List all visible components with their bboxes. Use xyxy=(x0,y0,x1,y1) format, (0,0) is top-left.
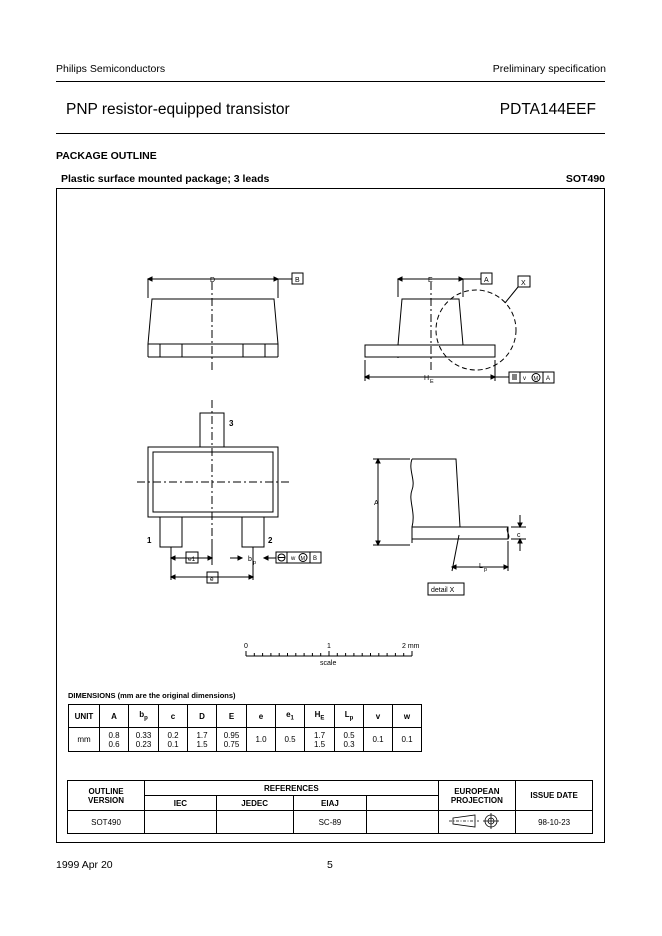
dimensions-value-row xyxy=(69,728,422,752)
dim-header-v: v xyxy=(364,705,393,728)
dim-Lp-label: L xyxy=(479,563,483,570)
european-projection-header: EUROPEAN PROJECTION xyxy=(438,781,516,811)
scale-0-label: 0 xyxy=(244,643,248,650)
side-view xyxy=(365,273,554,383)
dim-HE-sub: E xyxy=(430,379,434,385)
dimensions-header-row xyxy=(69,705,422,728)
document-title: PNP resistor-equipped transistor xyxy=(66,101,290,118)
dim-unit: mm xyxy=(69,728,100,752)
pin-2-label: 2 xyxy=(268,536,273,545)
issue-date-header: ISSUE DATE xyxy=(516,781,593,811)
iec-header: IEC xyxy=(145,796,217,811)
scale-1-label: 1 xyxy=(327,643,331,650)
dim-E-label: E xyxy=(428,277,433,284)
dimensions-table xyxy=(68,704,422,752)
dimensions-caption: DIMENSIONS (mm are the original dimensions) xyxy=(68,691,236,700)
tol-M2-label: M xyxy=(300,556,306,562)
footer-date: 1999 Apr 20 xyxy=(56,859,113,871)
eiaj-header: EIAJ xyxy=(293,796,367,811)
iec-value xyxy=(145,811,217,834)
dim-header-unit: UNIT xyxy=(69,705,100,728)
datum-B-label: B xyxy=(295,277,300,284)
scale-caption: scale xyxy=(320,660,337,667)
jedec-value xyxy=(216,811,293,834)
scale-bar xyxy=(246,651,412,656)
dim-e: 1.0 xyxy=(247,728,276,752)
dim-bp-label: b xyxy=(248,556,252,563)
dim-e1: 0.5 xyxy=(276,728,305,752)
dim-c-label: c xyxy=(517,532,521,539)
references-table xyxy=(67,780,593,834)
dim-HE: 1.7 1.5 xyxy=(305,728,335,752)
dim-header-w: w xyxy=(393,705,422,728)
front-view xyxy=(148,273,303,372)
detail-X-marker: X xyxy=(521,280,526,287)
dim-e-label: e xyxy=(210,576,214,583)
dim-header-Lp: $L_p$ xyxy=(335,705,364,728)
dim-Lp: 0.5 0.3 xyxy=(335,728,364,752)
scale-2-label: 2 mm xyxy=(402,643,420,650)
dim-HE-label: H xyxy=(424,375,430,382)
page-number: 5 xyxy=(327,859,333,871)
spec-status: Preliminary specification xyxy=(492,63,606,75)
references-blank-header xyxy=(367,796,438,811)
dim-header-c: c xyxy=(159,705,188,728)
pin-1-label: 1 xyxy=(147,536,152,545)
pin-3-label: 3 xyxy=(229,419,234,428)
dim-A-side-label: A xyxy=(374,500,379,507)
dim-header-A: A xyxy=(100,705,129,728)
dim-E: 0.95 0.75 xyxy=(217,728,247,752)
dim-header-bp: $b_p$ xyxy=(129,705,159,728)
dim-D: 1.7 1.5 xyxy=(188,728,217,752)
outline-version-value: SOT490 xyxy=(68,811,145,834)
dim-w: 0.1 xyxy=(393,728,422,752)
dim-header-e1: $e_1$ xyxy=(276,705,305,728)
dim-A: 0.8 0.6 xyxy=(100,728,129,752)
section-heading: PACKAGE OUTLINE xyxy=(56,150,157,162)
jedec-header: JEDEC xyxy=(216,796,293,811)
detail-x-label: detail X xyxy=(431,587,455,594)
dim-v: 0.1 xyxy=(364,728,393,752)
dim-e1-label: e1 xyxy=(188,556,196,563)
references-blank-value xyxy=(367,811,438,834)
part-number: PDTA144EEF xyxy=(499,101,596,118)
dim-c: 0.2 0.1 xyxy=(159,728,188,752)
dim-header-D: D xyxy=(188,705,217,728)
tol-M-label: M xyxy=(533,376,539,382)
references-header: REFERENCES xyxy=(145,781,439,796)
dim-D-label: D xyxy=(210,277,216,284)
dim-header-E: E xyxy=(217,705,247,728)
dim-header-HE: $H_E$ xyxy=(305,705,335,728)
dim-bp: 0.33 0.23 xyxy=(129,728,159,752)
tol-A-label: A xyxy=(546,376,551,382)
datum-A-label: A xyxy=(484,277,489,284)
tol-w-label: w xyxy=(291,556,296,562)
company-name: Philips Semiconductors xyxy=(56,63,166,75)
package-code: SOT490 xyxy=(565,173,605,185)
eiaj-value: SC-89 xyxy=(293,811,367,834)
issue-date-value: 98-10-23 xyxy=(516,811,593,834)
dim-bp-sub: p xyxy=(253,560,257,566)
detail-x-view xyxy=(373,459,526,595)
package-description: Plastic surface mounted package; 3 leads xyxy=(61,173,270,185)
outline-version-header: OUTLINE VERSION xyxy=(68,781,145,811)
tol-B-label: B xyxy=(313,556,318,562)
dim-header-e: e xyxy=(247,705,276,728)
dim-Lp-sub: p xyxy=(484,567,488,573)
projection-symbol-icon xyxy=(438,811,516,834)
tol-v-label: v xyxy=(523,376,526,382)
